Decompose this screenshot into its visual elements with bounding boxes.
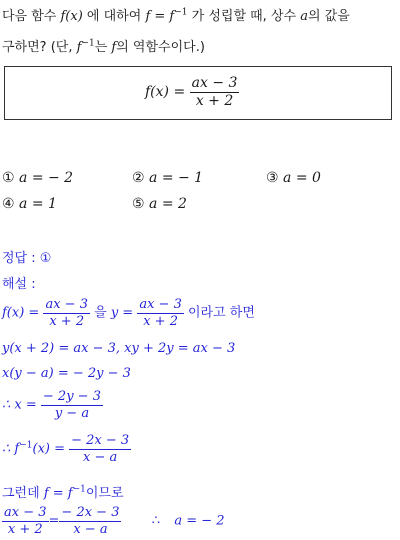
fraction-denominator: x − a	[73, 521, 108, 537]
equals-sign: =	[48, 513, 60, 529]
fraction-numerator: ax − 3	[139, 297, 182, 312]
function-symbol: f(x)	[60, 9, 83, 24]
choice-expr: a = 1	[19, 196, 57, 212]
fraction-denominator: x + 2	[7, 521, 43, 537]
step-text: 이라고 하면	[187, 305, 255, 321]
fraction-numerator: ax − 3	[4, 505, 47, 520]
choice-3[interactable]	[266, 170, 321, 186]
fraction-numerator: − 2x − 3	[61, 505, 120, 520]
question-line-1	[2, 5, 350, 24]
step-y: y =	[110, 305, 134, 321]
question-text: 에 대하여	[82, 9, 146, 24]
explanation-label: 해설 :	[2, 277, 36, 292]
solution-step-7	[2, 506, 225, 536]
function-symbol: f	[111, 40, 117, 55]
solution-step-1	[2, 298, 255, 328]
inverse-equation: f = f	[43, 486, 73, 501]
inverse-exponent: −1	[19, 440, 33, 451]
step-fraction	[41, 390, 103, 420]
choice-2[interactable]	[132, 170, 203, 186]
variable-a: a	[300, 9, 308, 24]
fraction-denominator: y − a	[54, 405, 90, 421]
step-text: 이므로	[85, 486, 124, 501]
function-box	[4, 66, 392, 120]
fraction-numerator: − 2x − 3	[71, 433, 130, 448]
step-lhs: ∴ f	[2, 441, 20, 457]
choice-expr: a = 0	[283, 170, 321, 186]
solution-step-4	[2, 390, 103, 420]
function-fraction	[190, 76, 240, 108]
fraction-denominator: x − a	[83, 449, 118, 465]
choice-mark: ②	[132, 170, 145, 186]
fraction-denominator: x + 2	[195, 92, 234, 109]
step-lhs: f(x) =	[2, 305, 40, 321]
step-text: 을	[94, 305, 107, 321]
question-text: 는	[94, 40, 112, 55]
step-fraction	[43, 298, 90, 328]
step-lhs: (x) =	[32, 441, 65, 457]
fraction-numerator: − 2y − 3	[42, 389, 101, 404]
choice-mark: ⑤	[132, 196, 145, 212]
question-text: 의 역함수이다.)	[116, 40, 205, 55]
final-result: a = − 2	[174, 513, 225, 529]
choice-mark: ①	[2, 170, 15, 186]
inverse-equation: f = f	[145, 9, 175, 24]
fraction-denominator: x + 2	[49, 313, 85, 329]
question-line-2	[2, 36, 205, 55]
step-lhs: ∴ x =	[2, 397, 37, 413]
question-text: 의 값을	[307, 9, 350, 24]
step-fraction	[69, 434, 131, 464]
question-text: 구하면? (단,	[2, 40, 77, 55]
solution-step-6	[2, 482, 124, 501]
solution-step-2: y(x + 2) = ax − 3, xy + 2y = ax − 3	[2, 341, 236, 356]
choice-expr: a = − 2	[19, 170, 74, 186]
step-text: 그런데	[2, 486, 44, 501]
function-definition	[145, 76, 239, 108]
function-symbol: f	[76, 40, 82, 55]
fraction-numerator: ax − 3	[191, 75, 238, 91]
inverse-exponent: −1	[72, 484, 86, 495]
question-text: 가 성립할 때, 상수	[187, 9, 301, 24]
choice-expr: a = − 1	[149, 170, 204, 186]
choice-5[interactable]	[132, 196, 187, 212]
choice-mark: ③	[266, 170, 279, 186]
solution-step-5	[2, 434, 131, 464]
therefore-symbol: ∴	[151, 513, 161, 529]
inverse-exponent: −1	[81, 38, 95, 49]
choice-4[interactable]	[2, 196, 57, 212]
fraction-denominator: x + 2	[143, 313, 178, 329]
solution-step-3: x(y − a) = − 2y − 3	[2, 366, 131, 381]
step-fraction	[59, 506, 121, 536]
function-lhs: f(x) =	[145, 84, 186, 101]
choice-1[interactable]	[2, 170, 73, 186]
answer-label: 정답 : ①	[2, 251, 52, 266]
step-fraction	[137, 298, 184, 328]
question-text: 다음 함수	[2, 9, 61, 24]
fraction-numerator: ax − 3	[45, 297, 88, 312]
inverse-exponent: −1	[174, 7, 188, 18]
step-fraction	[2, 506, 49, 536]
choice-mark: ④	[2, 196, 15, 212]
choice-expr: a = 2	[149, 196, 187, 212]
